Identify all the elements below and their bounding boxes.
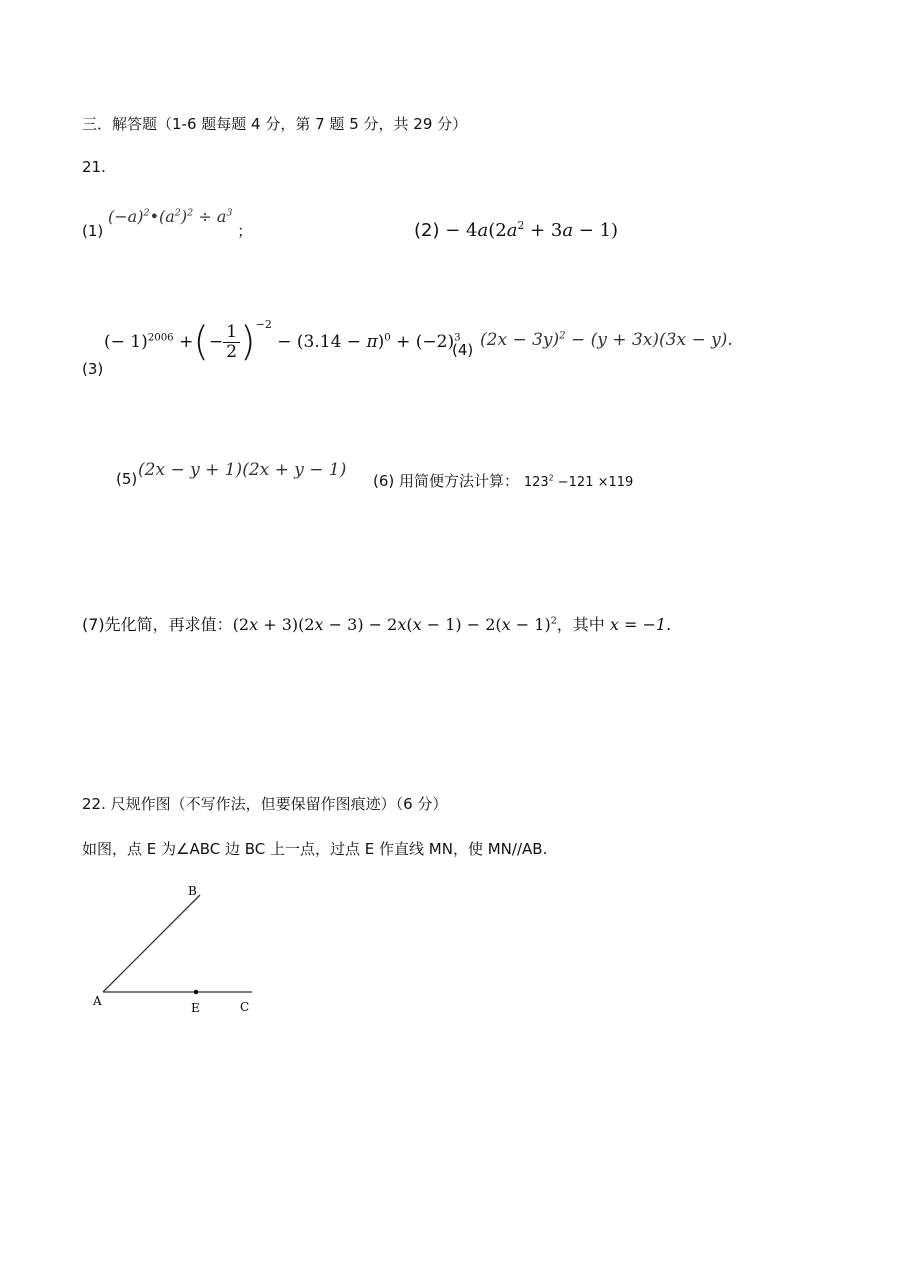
question-22-heading: 22. 尺规作图（不写作法，但要保留作图痕迹）（6 分） — [82, 795, 448, 813]
problem-1 — [82, 206, 253, 240]
problem-2-label: (2) — [414, 220, 440, 241]
problem-3-label: (3) — [82, 360, 104, 378]
problem-2-expression: − $4a(2a^2 + 3a - 1)$ — [445, 219, 619, 241]
segment-ab — [103, 895, 200, 992]
problem-7 — [82, 612, 671, 635]
point-e — [194, 990, 199, 995]
section-heading: 三．解答题（1-6 题每题 4 分，第 7 题 5 分，共 29 分） — [82, 115, 468, 133]
geometry-figure — [80, 880, 270, 1020]
label-a: A — [93, 994, 102, 1008]
question-22-prompt: 如图，点 E 为∠ABC 边 BC 上一点，过点 E 作直线 MN，使 MN//AB. — [82, 840, 548, 858]
problem-7-value: x = −1. — [609, 615, 672, 634]
problem-4-expression: $(2x - 3y)^2 - (y + 3x)(3x - y)$. — [480, 330, 733, 350]
problem-3-expression: (− 1)$^{2006}$ + ( − $\frac{1}{2}$ ) −2 − $(3.14 - \pi)^0 + (-2)^3$ — [104, 317, 461, 365]
problem-6 — [373, 470, 633, 491]
question-21-number: 21. — [82, 158, 106, 176]
problem-7-suffix: ，其中 — [556, 615, 605, 634]
problem-1-expression: $(-a)^2•(a^2)^2 \div a^3$ — [108, 207, 233, 226]
label-b: B — [188, 884, 197, 898]
problem-7-expression: $(2x + 3)(2x - 3) - 2x(x - 1) - 2(x - 1)^2$ — [232, 615, 557, 634]
problem-1-label: (1) — [82, 222, 104, 240]
problem-7-text: (7)先化简，再求值： — [82, 615, 233, 634]
problem-5-label: (5) — [116, 470, 138, 488]
problem-6-text: 用简便方法计算： — [399, 472, 520, 490]
label-c: C — [240, 1000, 250, 1014]
problem-2 — [414, 220, 618, 241]
problem-6-expression: $123^2 -121 \times 119$ — [523, 473, 634, 490]
problem-6-label: (6) — [373, 472, 395, 490]
problem-4-label: (4) — [452, 341, 474, 359]
problem-1-end: ； — [237, 222, 253, 240]
problem-5-expression: (2x − y + 1)(2x + y − 1) — [138, 460, 347, 480]
label-e: E — [191, 1001, 200, 1015]
